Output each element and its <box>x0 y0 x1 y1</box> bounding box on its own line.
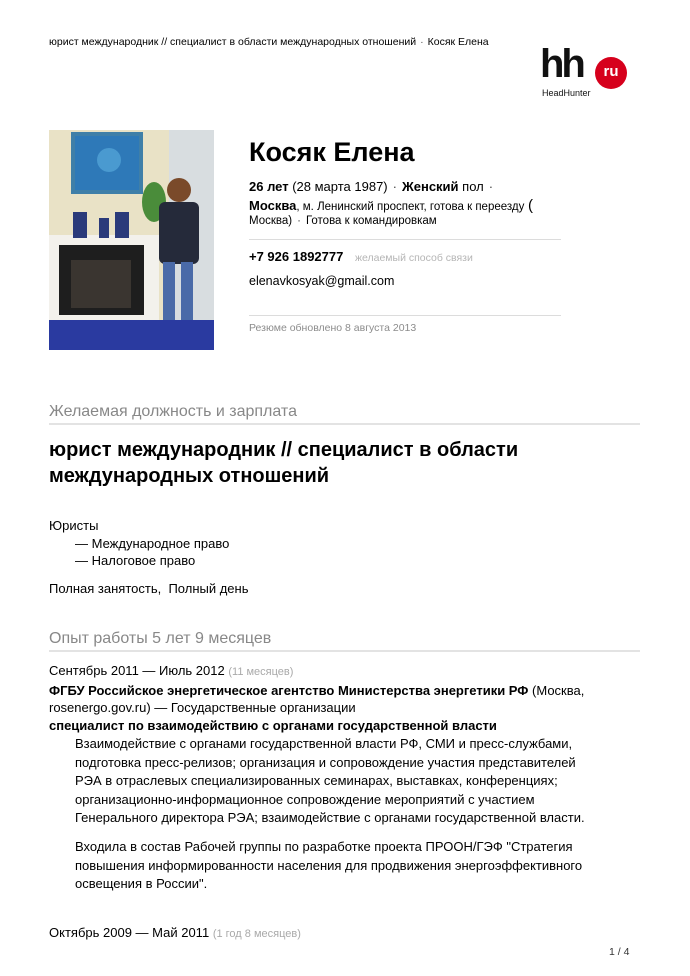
description-line: подготовка пресс-релизов; организация и сопровождение участия представителей <box>75 754 576 770</box>
logo-hh-text: hh <box>540 42 583 86</box>
desired-position: юрист международник // специалист в области международных отношений <box>49 439 519 487</box>
specialization-item: — Международное право <box>75 536 230 551</box>
description-line: организационно-информационное сопровождение мероприятий с участием <box>75 791 535 807</box>
professional-field: Юристы <box>49 518 99 533</box>
company-site: rosenergo.gov.ru) — Государственные организации <box>49 700 356 715</box>
relocation-line: Москва) · Готова к командировкам <box>249 215 437 227</box>
business-trips: Готова к командировкам <box>305 215 437 227</box>
page-number: 1 / 4 <box>609 946 630 958</box>
job-period-dates: Сентябрь 2011 — Июль 2012 <box>49 663 225 678</box>
email-address[interactable]: elenavkosyak@gmail.com <box>249 274 395 288</box>
header-separator: · <box>420 36 424 48</box>
city: Москва <box>249 198 297 213</box>
document-header <box>49 36 489 48</box>
divider <box>249 315 561 316</box>
candidate-name: Косяк Елена <box>249 137 415 167</box>
employment-type: Полная занятость, Полный день <box>49 581 249 596</box>
profile-photo <box>49 130 214 350</box>
section-title-desired: Желаемая должность и зарплата <box>49 403 297 420</box>
description-line: Взаимодействие с органами государственной власти РФ, СМИ и пресс-службами, <box>75 736 573 751</box>
section-title-experience: Опыт работы 5 лет 9 месяцев <box>49 630 272 647</box>
location-line <box>249 197 533 214</box>
job-position: специалист по взаимодействию с органами государственной власти <box>49 718 497 733</box>
company-line <box>49 682 584 701</box>
relocation-city: Москва) <box>249 215 293 227</box>
description-line: Входила в состав Рабочей группы по разработке проекта ПРООН/ГЭФ "Стратегия <box>75 839 573 854</box>
metro: , м. Ленинский проспект, готова к переезду <box>296 201 525 213</box>
age: 26 лет <box>249 179 289 194</box>
job-duration: (1 год 8 месяцев) <box>212 928 301 940</box>
gender: Женский <box>401 179 459 194</box>
divider <box>249 239 561 240</box>
section-rule <box>49 650 640 652</box>
phone-number[interactable]: +7 926 1892777 <box>249 249 344 264</box>
birth-date: (28 марта 1987) <box>292 179 388 194</box>
section-rule <box>49 423 640 425</box>
description-line: повышения информированности населения для продвижения энергоэффективного <box>75 857 583 873</box>
job-description <box>75 735 585 828</box>
resume-updated: Резюме обновлено 8 августа 2013 <box>249 322 417 334</box>
preferred-contact-label: желаемый способ связи <box>354 252 473 264</box>
logo-ru-badge: ru <box>595 57 627 89</box>
phone-line <box>249 249 473 264</box>
header-title: юрист международник // специалист в области международных отношений <box>49 36 417 48</box>
photo-illustration <box>49 130 214 350</box>
job-period <box>49 925 301 940</box>
header-name: Косяк Елена <box>427 36 489 48</box>
job-extra-description <box>75 838 582 894</box>
description-line: освещения в России". <box>75 876 208 891</box>
paren-open: ( <box>527 197 533 214</box>
job-period <box>49 663 293 678</box>
description-line: РЭА в отраслевых специализированных семинарах, выставках, конференциях; <box>75 773 558 788</box>
logo-subtitle: HeadHunter <box>542 88 591 98</box>
job-period-dates: Октябрь 2009 — Май 2011 <box>49 925 210 940</box>
company-name: ФГБУ Российское энергетическое агентство Министерства энергетики РФ <box>49 683 529 698</box>
headhunter-logo <box>540 42 630 100</box>
specialization-item: — Налоговое право <box>75 553 196 568</box>
age-gender-line: 26 лет (28 марта 1987) · Женский пол · <box>249 179 494 194</box>
job-duration: (11 месяцев) <box>228 666 294 678</box>
company-location: (Москва, <box>528 683 585 698</box>
description-line: Генерального директора РЭА; взаимодействие с органами государственной власти. <box>75 810 585 825</box>
gender-suffix: пол <box>462 179 484 194</box>
